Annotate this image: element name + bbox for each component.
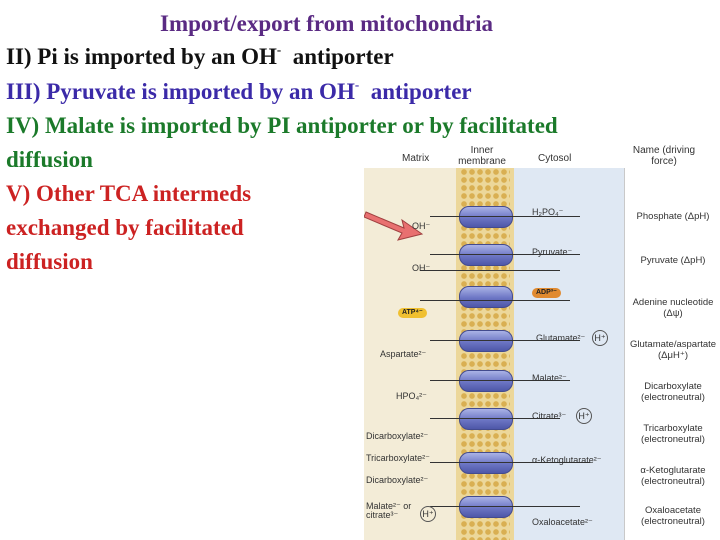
oxaloacetate-transporter xyxy=(459,496,513,518)
line-pyruvate-sup: - xyxy=(354,77,360,92)
cytosol-label-ketoglutarate: α-Ketoglutarate²⁻ xyxy=(532,455,602,465)
arrow-oxaloacetate xyxy=(430,506,580,507)
line-pi xyxy=(6,42,394,69)
matrix-label-hpo4: HPO₄²⁻ xyxy=(396,391,427,401)
cytosol-label-oxaloacetate: Oxaloacetate²⁻ xyxy=(532,517,593,527)
line-pi-sup: - xyxy=(276,42,282,57)
name-column-divider xyxy=(624,168,625,540)
header-inner-membrane: Inner membrane xyxy=(458,145,506,167)
tricarboxylate-transporter xyxy=(459,408,513,430)
name-dicarboxylate: Dicarboxylate (electroneutral) xyxy=(641,381,705,403)
line-pi-text: II) Pi is imported by an OH xyxy=(6,44,277,69)
name-tricarboxylate: Tricarboxylate (electroneutral) xyxy=(641,423,705,445)
matrix-label-dicarboxylate-2: Dicarboxylate²⁻ xyxy=(366,475,429,485)
slide-title: Import/export from mitochondria xyxy=(160,11,494,36)
cytosol-region xyxy=(514,168,624,540)
pyruvate-transporter xyxy=(459,244,513,266)
header-cytosol: Cytosol xyxy=(538,153,572,164)
header-name: Name (driving force) xyxy=(632,145,696,167)
line-tca-cont2: diffusion xyxy=(6,249,93,274)
cytosol-label-h2po4: H₂PO₄⁻ xyxy=(532,207,564,217)
line-pyruvate-tail: antiporter xyxy=(359,79,472,104)
ketoglutarate-transporter xyxy=(459,452,513,474)
arrow-atp xyxy=(420,300,570,301)
name-oxaloacetate: Oxaloacetate (electroneutral) xyxy=(641,505,705,527)
name-pyruvate: Pyruvate (ΔpH) xyxy=(640,255,706,266)
line-malate: IV) Malate is imported by PI antiporter or by facilitated xyxy=(6,113,558,138)
cytosol-label-citrate: Citrate³⁻ xyxy=(532,411,567,421)
matrix-label-dicarboxylate-1: Dicarboxylate²⁻ xyxy=(366,431,429,441)
cytosol-label-pyruvate: Pyruvate⁻ xyxy=(532,247,573,257)
name-ketoglutarate: α-Ketoglutarate (electroneutral) xyxy=(640,465,706,487)
line-pi-tail: antiporter xyxy=(281,44,394,69)
name-glutamate-aspartate: Glutamate/aspartate (ΔμH⁺) xyxy=(630,339,717,361)
adp-badge: ADP³⁻ xyxy=(532,288,561,298)
matrix-label-aspartate: Aspartate²⁻ xyxy=(380,349,427,359)
proton-glutamate: H⁺ xyxy=(592,330,608,346)
glutamate-aspartate-transporter xyxy=(459,330,513,352)
arrow-oh xyxy=(420,270,560,271)
name-phosphate: Phosphate (ΔpH) xyxy=(636,211,710,222)
matrix-label-oh-1: OH⁻ xyxy=(412,221,431,231)
line-pyruvate xyxy=(6,77,472,104)
header-matrix: Matrix xyxy=(402,153,430,164)
matrix-label-oh-2: OH⁻ xyxy=(412,263,431,273)
line-pyruvate-text: III) Pyruvate is imported by an OH xyxy=(6,79,355,104)
adenine-nucleotide-transporter xyxy=(459,286,513,308)
dicarboxylate-transporter xyxy=(459,370,513,392)
line-malate-cont: diffusion xyxy=(6,147,93,172)
proton-citrate: H⁺ xyxy=(576,408,592,424)
cytosol-label-glutamate: Glutamate²⁻ xyxy=(536,333,586,343)
name-adenine-nucleotide: Adenine nucleotide (Δψ) xyxy=(632,297,714,319)
cytosol-label-malate: Malate²⁻ xyxy=(532,373,567,383)
atp-badge: ATP⁴⁻ xyxy=(398,308,427,318)
line-tca-cont1: exchanged by facilitated xyxy=(6,215,244,240)
transporter-figure xyxy=(360,140,720,540)
matrix-label-malate-citrate: Malate²⁻ or citrate³⁻ xyxy=(366,501,412,520)
line-tca: V) Other TCA intermeds xyxy=(6,181,252,206)
matrix-label-tricarboxylate: Tricarboxylate²⁻ xyxy=(366,453,430,463)
phosphate-transporter xyxy=(459,206,513,228)
proton-matrix: H⁺ xyxy=(420,506,436,522)
